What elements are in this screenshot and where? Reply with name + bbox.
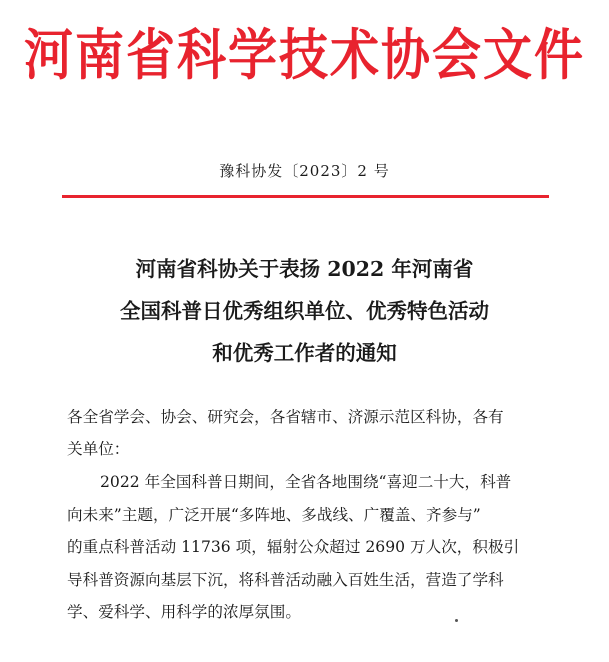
salutation-line-1: 各全省学会、协会、研究会，各省辖市、济源示范区科协，各有 (67, 408, 504, 426)
body-paragraph-line-1: 2022 年全国科普日期间，全省各地围绕“喜迎二十大，科普 (100, 473, 512, 491)
salutation-line-2: 关单位： (67, 440, 130, 458)
notice-title-line-3: 和优秀工作者的通知 (212, 341, 397, 365)
document-number: 豫科协发〔2023〕2 号 (219, 162, 390, 180)
notice-title-line-1: 河南省科协关于表扬 2022 年河南省 (135, 257, 474, 281)
body-paragraph-line-4: 导科普资源向基层下沉，将科普活动融入百姓生活，营造了学科 (67, 571, 504, 589)
body-paragraph-line-5: 学、爱科学、用科学的浓厚氛围。 (67, 603, 301, 621)
masthead-title: 河南省科学技术协会文件 (23, 23, 585, 88)
notice-title-line-2: 全国科普日优秀组织单位、优秀特色活动 (120, 299, 489, 323)
body-paragraph-line-2: 向未来”主题，广泛开展“多阵地、多战线、广覆盖、齐参与” (67, 506, 481, 524)
body-paragraph-line-3: 的重点科普活动 11736 项，辐射公众超过 2690 万人次，积极引 (67, 538, 520, 556)
scan-speck (455, 619, 458, 622)
red-divider-line (62, 195, 549, 198)
